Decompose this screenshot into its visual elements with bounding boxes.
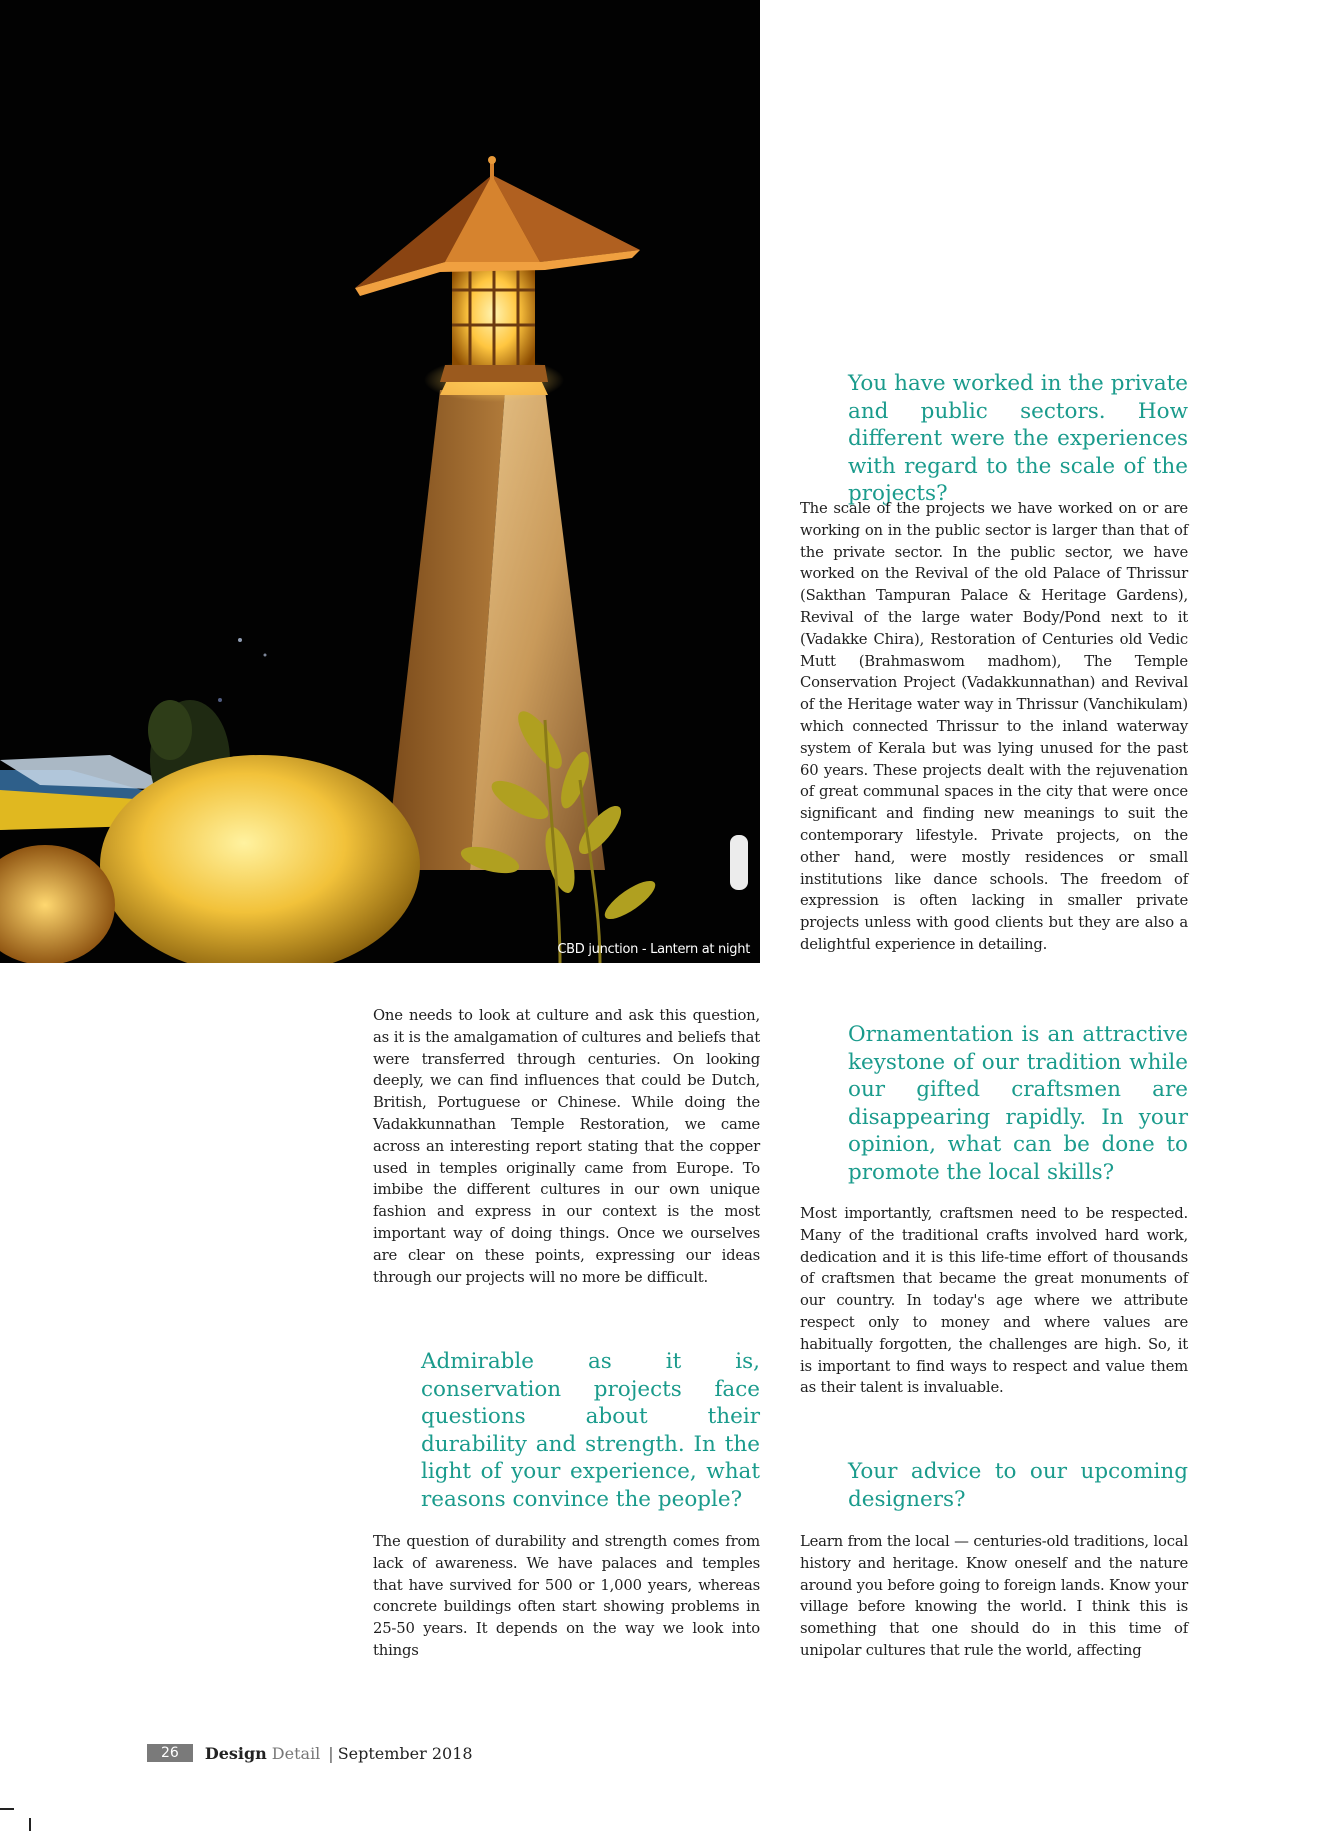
page-number: 26 (147, 1744, 193, 1762)
crop-mark (29, 1818, 31, 1831)
photo-caption: CBD junction - Lantern at night (557, 942, 750, 957)
question-heading: You have worked in the private and public sectors. How different were the experiences with regard to the scale of the projects? (848, 371, 1188, 506)
footer-separator: | (328, 1743, 334, 1763)
answer-paragraph: The scale of the projects we have worked on or are working on in the public sector is larger than that of the private sector. In the public sector, we have worked on the Revival of the old Palace of Thrissur (Sakthan Tampuran Palace & Heritage Gardens), Revival of the large water Body/Pond next to it (Vadakke Chira), Restoration of Centuries old Vedic Mutt (Brahmaswom madhom), The Temple Conservation Project (Vadakkunnathan) and Revival of the Heritage water way in Thrissur (Vanchikulam) which connected Thrissur to the inland waterway system of Kerala but was lying unused for the past 60 years. These projects dealt with the rejuvenation of great communal spaces in the city that were once significant and finding new meanings to suit the contemporary lifestyle. Private projects, on the other hand, were mostly residences or small institutions like dance schools. The freedom of expression is often lacking in smaller private projects unless with good clients but they are also a delightful experience in detailing. (800, 500, 1188, 953)
crop-mark (0, 1808, 14, 1810)
magazine-section: Detail (271, 1743, 321, 1763)
answer-paragraph: One needs to look at culture and ask this question, as it is the amalgamation of cultures and beliefs that were transferred through centuries. On looking deeply, we can find influences that could be Dutch, British, Portuguese or Chinese. While doing the Vadakkunnathan Temple Restoration, we came across an interesting report stating that the copper used in temples originally came from Europe. To imbibe the different cultures in our own unique fashion and express in our context is the most important way of doing things. Once we ourselves are clear on these points, expressing our ideas through our projects will no more be difficult. (373, 1007, 760, 1286)
answer-paragraph: Learn from the local — centuries-old traditions, local history and heritage. Know oneself and the nature around you before going to foreign lands. Know your village before knowing the world. I think this is something that one should do in this time of unipolar cultures that rule the world, affecting (800, 1533, 1188, 1659)
answer-paragraph: The question of durability and strength comes from lack of awareness. We have palaces and temples that have survived for 500 or 1,000 years, whereas concrete buildings often start showing problems in 25-50 years. It depends on the way we look into things (373, 1533, 760, 1659)
question-heading: Admirable as it is, conservation projects face questions about their durability and strength. In the light of your experience, what reasons convince the people? (421, 1349, 760, 1512)
magazine-brand: Design (204, 1743, 267, 1763)
question-heading: Your advice to our upcoming designers? (848, 1459, 1188, 1512)
answer-paragraph: Most importantly, craftsmen need to be respected. Many of the traditional crafts involved hard work, dedication and it is this life-time effort of thousands of craftsmen that became the great monuments of our country. In today's age where we attribute respect only to money and where values are habitually forgotten, the challenges are high. So, it is important to find ways to respect and value them as their talent is invaluable. (800, 1205, 1188, 1397)
lantern-tower-illustration (0, 0, 760, 963)
page-footer (147, 1741, 473, 1765)
question-heading: Ornamentation is an attractive keystone of our tradition while our gifted craftsmen are disappearing rapidly. In your opinion, what can be done to promote the local skills? (848, 1022, 1188, 1185)
issue-date: September 2018 (337, 1743, 473, 1763)
hero-photo (0, 0, 760, 963)
